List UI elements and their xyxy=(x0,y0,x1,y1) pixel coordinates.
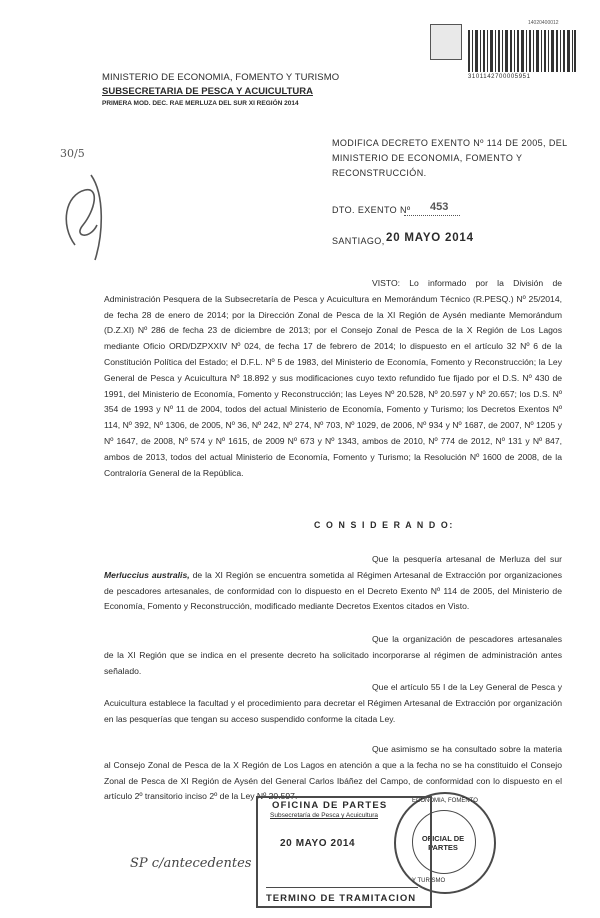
considerando-2 xyxy=(104,632,562,679)
stamp-title: OFICINA DE PARTES xyxy=(272,800,388,811)
decree-number-line xyxy=(404,215,460,216)
place-label: SANTIAGO, xyxy=(332,236,385,246)
ministry-seal-icon xyxy=(430,24,462,60)
decree-subject: MODIFICA DECRETO EXENTO Nº 114 DE 2005, DEL MINISTERIO DE ECONOMIA, FOMENTO Y RECONSTRUCCIÓN. xyxy=(332,138,568,178)
stamp-divider xyxy=(266,887,418,888)
handwritten-signature-icon xyxy=(55,165,115,265)
decree-number-label: DTO. EXENTO Nº xyxy=(332,205,411,215)
considerando-1-text: de la XI Región se encuentra sometida al Régimen Artesanal de Extracción por organizaciones de pescadores artesanales, de conformidad con lo dispuesto en el Decreto Exento Nº 114 de 2005, del Ministerio de Economía, Fomento y Reconstrucción, modificado mediante Decretos Exentos citados en Visto. xyxy=(104,569,562,612)
decree-date: 20 MAYO 2014 xyxy=(386,232,474,244)
stamp-ring-top: ECONOMIA, FOMENTO xyxy=(412,798,478,804)
considerando-3 xyxy=(104,680,562,727)
handwritten-note: SP c/antecedentes xyxy=(130,856,252,871)
subsecretaria-name: SUBSECRETARIA DE PESCA Y ACUICULTURA xyxy=(102,86,313,97)
visto-text: VISTO: Lo informado por la División de Administración Pesquera de la Subsecretaría de Pesca y Acuicultura en Memorándum Técnico (R.PESQ.) Nº 25/2014, de fecha 28 de enero de 2014; por la Dirección Zonal de Pesca de la XI Región de Aysén mediante Memorándum (D.Z.XI) Nº 286 de fecha 23 de diciembre de 2013; por el Consejo Zonal de Pesca de la X Región de Los Lagos mediante Oficio ORD/DZPXXIV Nº 024, de fecha 17 de febrero de 2014; lo dispuesto en el artículo 32 Nº 6 de la Constitución Política del Estado; el D.F.L. Nº 5 de 1983, del Ministerio de Economía, Fomento y Reconstrucción; la Ley General de Pesca y Acuicultura Nº 18.892 y sus modificaciones cuyo texto refundido fue fijado por el D.S. Nº 430 de 1991, del Ministerio de Economía, Fomento y Reconstrucción; las Leyes Nº 20.528, Nº 20.597 y Nº 20.657; los D.S. Nº 354 de 1993 y Nº 11 de 2004, todos del actual Ministerio de Economía, Fomento y Turismo; los Decretos Exentos Nº 114, Nº 392, Nº 1306, de 2005, Nº 36, Nº 242, Nº 274, Nº 703, Nº 1029, de 2006, Nº 934 y Nº 1687, de 2007, Nº 1205 y Nº 1647, de 2008, Nº 574 y Nº 1615, de 2009 Nº 673 y Nº 1343, ambos de 2010, Nº 774 de 2012, Nº 131 y Nº 847, ambos de 2013, todos del actual Ministerio de Economía, Fomento y Turismo; la Resolución Nº 1600 de 2008, de la Contraloría General de la República. xyxy=(104,278,562,478)
decree-number: 453 xyxy=(430,201,449,213)
considerando-2-lead: Que la organización de pescadores artesanales de la xyxy=(104,634,562,660)
stamp-subtitle: Subsecretaría de Pesca y Acuicultura xyxy=(270,812,379,819)
barcode-number: 3101142700005951 xyxy=(468,74,531,80)
barcode-icon xyxy=(468,30,576,72)
considerando-3-lead: Que el artículo 55 I de la Ley General de Pesca y xyxy=(372,682,562,692)
considerando-1-lead: Que la pesquería artesanal de Merluza del sur xyxy=(372,554,562,564)
considerando-2-text: XI Región que se indica en el presente decreto ha solicitado incorporarse al régimen de administración antes señalado. xyxy=(104,649,563,676)
stamp-ring-bottom: Y TURISMO xyxy=(412,878,446,884)
considerando-4-text: Consejo Zonal de Pesca de la X Región de Los Lagos en atención a que a la fecha no se ha constituido el Consejo Zonal de Pesca de XI Región de Aysén del General Carlos Ibáñez del Campo, de conformidad con lo dispuesto en el artículo 2º transitorio inciso 2º de la Ley Nº 20.597. xyxy=(104,759,562,802)
considerando-heading: C O N S I D E R A N D O: xyxy=(314,520,454,530)
species-name: Merluccius australis, xyxy=(104,569,190,580)
stamp-center-text: OFICIAL DE PARTES xyxy=(421,834,465,852)
ministry-name: MINISTERIO DE ECONOMIA, FOMENTO Y TURISMO xyxy=(102,72,340,83)
visto-paragraph xyxy=(104,276,562,481)
considerando-4-lead: Que asimismo se ha consultado sobre la materia al xyxy=(104,744,562,770)
stamp-footer: TERMINO DE TRAMITACION xyxy=(266,893,417,904)
considerando-1 xyxy=(104,552,562,615)
stamp-date: 20 MAYO 2014 xyxy=(280,838,356,849)
considerando-3-text: Acuicultura establece la facultad y el procedimiento para decretar el Régimen Artesanal de Extracción por organización en las pesquerías que tengan su acceso suspendido conforme la citada Ley. xyxy=(104,697,562,724)
margin-note: 30/5 xyxy=(60,147,85,160)
document-reference: PRIMERA MOD. DEC. RAE MERLUZA DEL SUR XI REGIÓN 2014 xyxy=(102,100,299,107)
barcode-top-text: 14020400012 xyxy=(528,20,559,26)
